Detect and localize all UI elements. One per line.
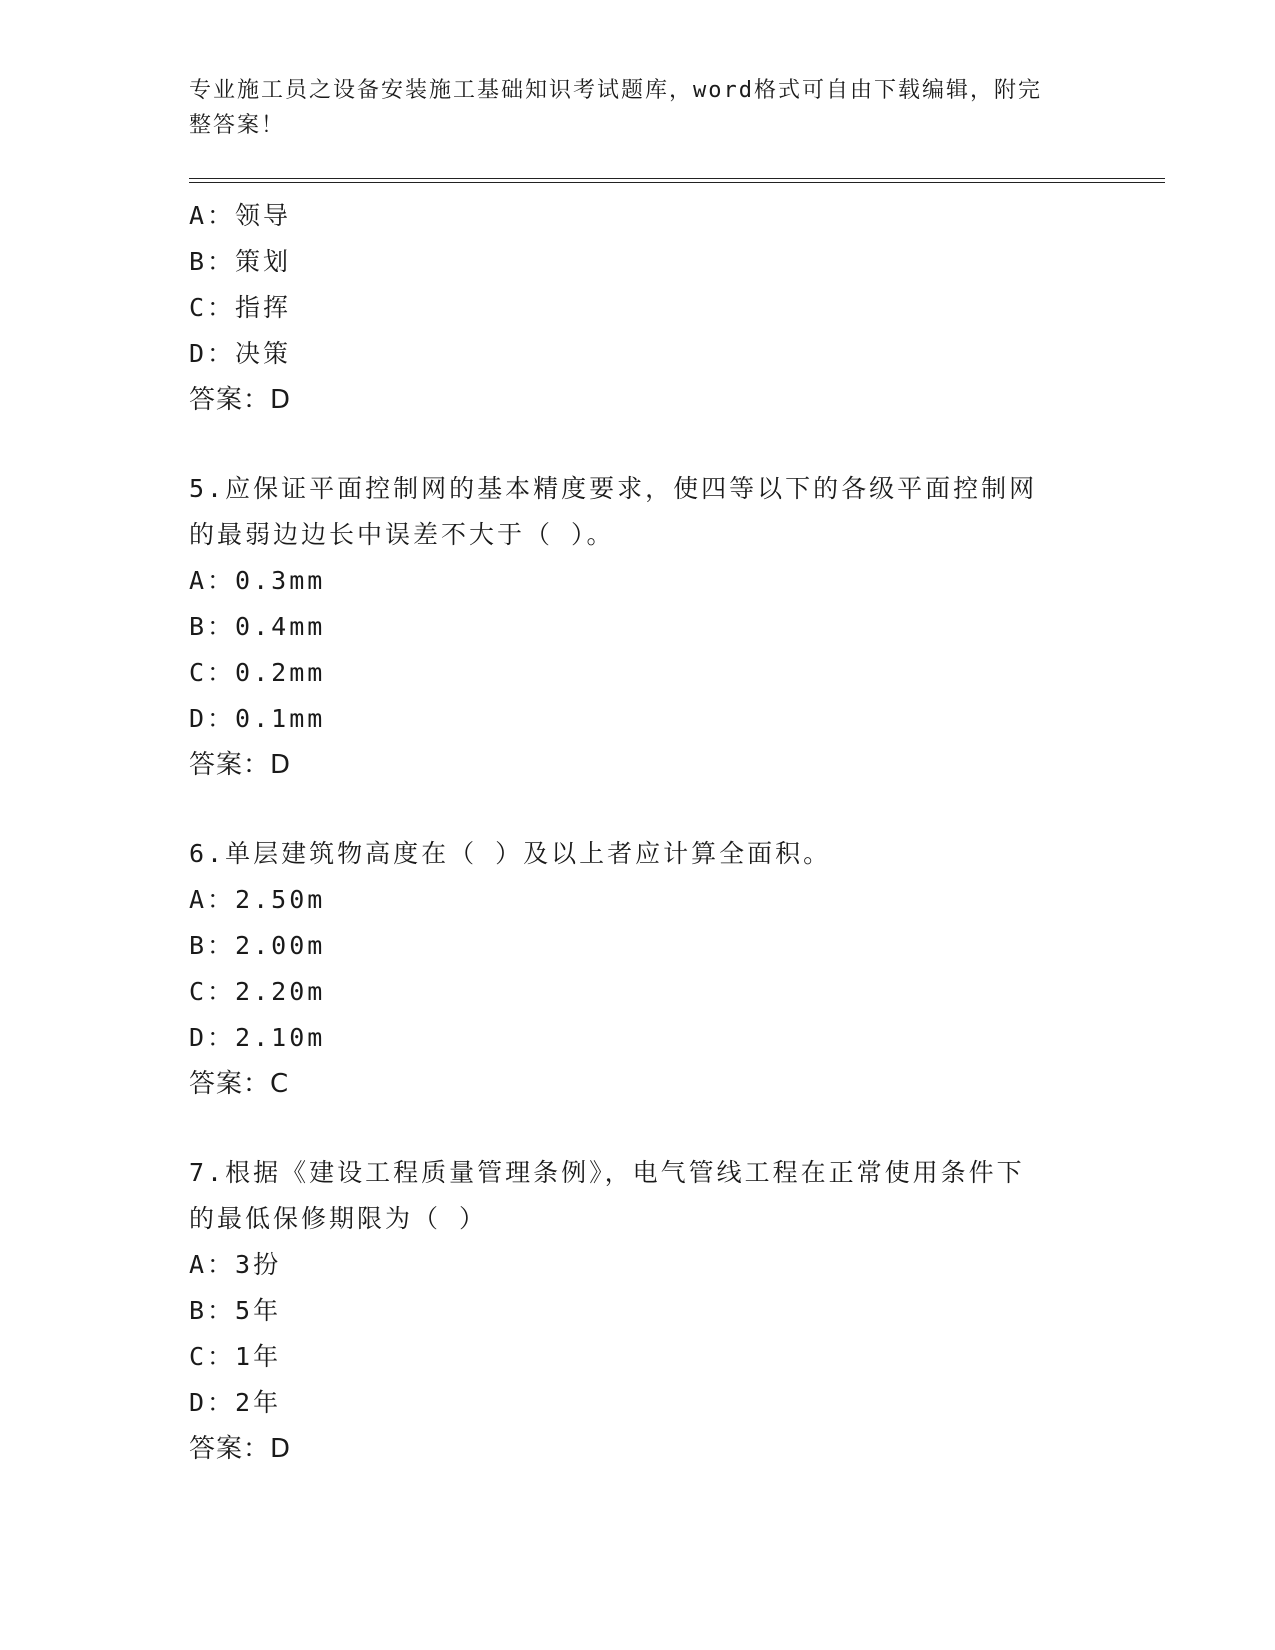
answer-line: 答案：D (189, 385, 292, 415)
option-a: A：3扮 (189, 1250, 282, 1279)
option-b: B：策划 (189, 247, 292, 276)
question-text-line: 6.单层建筑物高度在（ ）及以上者应计算全面积。 (189, 839, 832, 868)
header-line-1: 专业施工员之设备安装施工基础知识考试题库，word格式可自由下载编辑，附完 (189, 78, 1042, 103)
header-double-rule (189, 178, 1165, 183)
question-text-line: 7.根据《建设工程质量管理条例》，电气管线工程在正常使用条件下 (189, 1158, 1025, 1187)
answer-line: 答案：D (189, 750, 292, 780)
option-c: C：2.20m (189, 977, 326, 1006)
option-b: B：5年 (189, 1296, 282, 1325)
option-d: D：0.1mm (189, 704, 326, 733)
option-a: A：0.3mm (189, 566, 326, 595)
option-d: D：2年 (189, 1388, 282, 1417)
question-7 (189, 1150, 1069, 1472)
answer-line: 答案：D (189, 1434, 292, 1464)
answer-line: 答案：C (189, 1069, 290, 1099)
question-text-line: 的最低保修期限为（ ） (189, 1204, 488, 1233)
option-b: B：2.00m (189, 931, 326, 960)
question-5 (189, 466, 1069, 788)
question-4-options (189, 193, 1069, 423)
header-line-2: 整答案！ (189, 113, 286, 138)
option-d: D：2.10m (189, 1023, 326, 1052)
document-header (189, 73, 1069, 143)
option-d: D：决策 (189, 339, 292, 368)
option-c: C：指挥 (189, 293, 292, 322)
question-content (189, 193, 1069, 1472)
option-b: B：0.4mm (189, 612, 326, 641)
question-text-line: 的最弱边边长中误差不大于（ ）。 (189, 520, 615, 549)
option-c: C：1年 (189, 1342, 282, 1371)
option-a: A：领导 (189, 201, 292, 230)
question-text-line: 5.应保证平面控制网的基本精度要求，使四等以下的各级平面控制网 (189, 474, 1038, 503)
option-c: C：0.2mm (189, 658, 326, 687)
option-a: A：2.50m (189, 885, 326, 914)
question-6 (189, 831, 1069, 1107)
